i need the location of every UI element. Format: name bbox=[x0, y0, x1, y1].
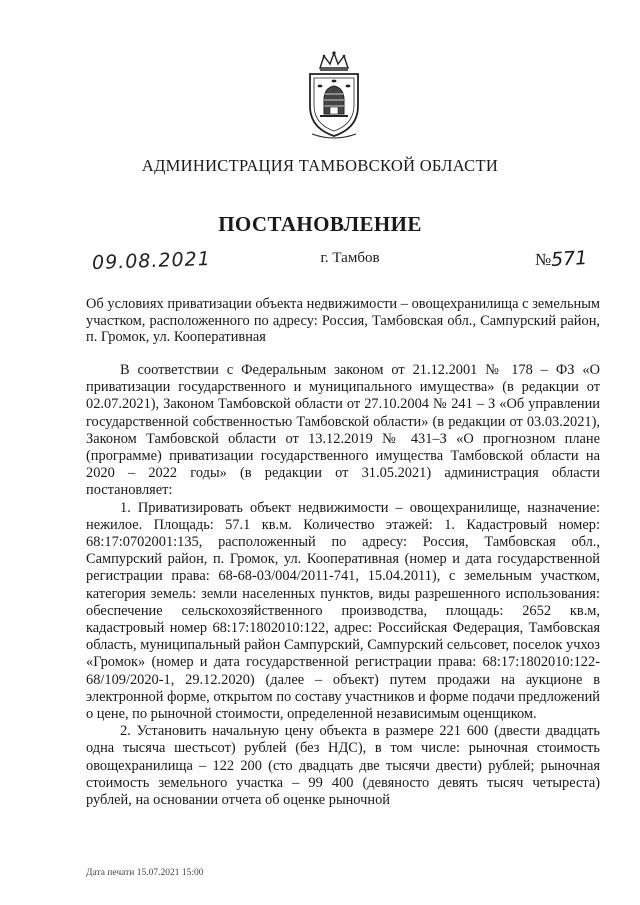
number-value-handwritten: 571 bbox=[550, 247, 589, 271]
document-date-handwritten: 09.08.2021 bbox=[91, 247, 212, 275]
document-subject: Об условиях приватизации объекта недвижимости – овощехранилища с земельным участком, расположенного по адресу: Россия, Тамбовская обл., Сампурский район, п. Громок, ул. Кооперативная bbox=[86, 296, 600, 345]
organization-title: АДМИНИСТРАЦИЯ ТАМБОВСКОЙ ОБЛАСТИ bbox=[141, 156, 499, 175]
clause-1-paragraph: 1. Приватизировать объект недвижимости – овощехранилище, назначение: нежилое. Площадь: 57.1 кв.м. Количество этажей: 1. Кадастровый номер: 68:17:0702001:135, расположенный по адресу: Россия, Тамбовская обл., Сампурский район, п. Громок, ул. Кооперативная (номер и дата государственной регистрации права: 68-68-03/004/2011-741, 15.04.2011), с земельным участком, категория земель: земли населенных пунктов, виды разрешенного использования: обеспечение сельскохозяйственного производства, площадь: 2652 кв.м, кадастровый номер 68:17:1802010:122, адрес: Российская Федерация, Тамбовская область, муниципальный район Сампурский, Сампурский сельсовет, поселок учхоз «Громок» (номер и дата государственной регистрации права: 68:17:1802010:122-68/109/2020-1, 29.12.2020) (далее – объект) путем продажи на аукционе в электронной форме, открытом по составу участников и форме подачи предложений о цене, по рыночной стоимости, определенной независимым оценщиком. bbox=[86, 499, 600, 723]
document-body bbox=[86, 362, 600, 809]
document-type-heading: ПОСТАНОВЛЕНИЕ bbox=[218, 212, 422, 236]
preamble-paragraph: В соответствии с Федеральным законом от 21.12.2001 № 178 – ФЗ «О приватизации государственного и муниципального имущества» (в редакции от 02.07.2021), Законом Тамбовской области от 27.10.2004 № 241 – З «Об управлении государственной собственностью Тамбовской области» (в редакции от 03.03.2021), Законом Тамбовской области от 13.12.2019 № 431–З «О прогнозном плане (программе) приватизации государственного имущества Тамбовской области на 2020 – 2022 годы» (в редакции от 31.05.2021) администрация области постановляет: bbox=[86, 362, 600, 499]
clause-2-paragraph: 2. Установить начальную цену объекта в размере 221 600 (двести двадцать одна тысяча шестьсот) рублей (без НДС), в том числе: рыночная стоимость овощехранилища – 122 200 (сто двадцать две тысячи двести) рублей; рыночная стоимость земельного участка – 99 400 (девяносто девять тысяч четыреста) рублей, на основании отчета об оценке рыночной bbox=[86, 723, 600, 809]
coat-of-arms-emblem bbox=[300, 50, 368, 140]
document-city: г. Тамбов bbox=[320, 250, 380, 266]
number-sign: № bbox=[535, 250, 552, 269]
print-date-footer: Дата печати 15.07.2021 15:00 bbox=[86, 868, 204, 878]
document-number bbox=[535, 248, 588, 270]
